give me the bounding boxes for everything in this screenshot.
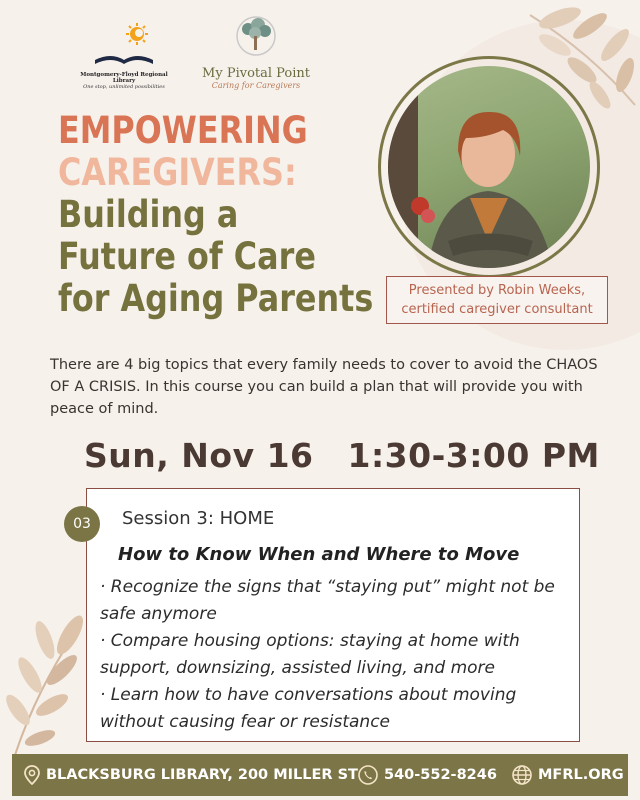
event-datetime (84, 436, 600, 475)
bullet-item: · Learn how to have conversations about moving without causing fear or resistance (100, 685, 517, 732)
bullet-item: · Recognize the signs that “staying put” might not be safe anymore (100, 577, 555, 624)
library-tagline: One stop, unlimited possibilities (83, 84, 165, 90)
session-heading: How to Know When and Where to Move (118, 544, 520, 565)
session-label: Session 3: HOME (122, 508, 275, 529)
presenter-credit (386, 276, 608, 324)
title-line-5: for Aging Parents (58, 277, 374, 320)
session-bullet-list (100, 574, 570, 736)
event-date: Sun, Nov 16 (84, 436, 314, 475)
book-sun-icon (89, 22, 159, 66)
library-name: Montgomery-Floyd Regional Library (80, 72, 168, 84)
footer-website-text: MFRL.ORG (538, 767, 624, 783)
title-line-2: CAREGIVERS: (58, 151, 297, 194)
event-time: 1:30-3:00 PM (347, 436, 600, 475)
pivotal-point-logo (200, 14, 312, 90)
map-pin-icon (24, 765, 40, 785)
footer-phone[interactable] (358, 754, 497, 796)
event-title (58, 110, 425, 320)
title-line-1: EMPOWERING (58, 109, 308, 152)
intro-text: There are 4 big topics that every family needs to cover to avoid the CHAOS OF A CRISIS. In this course you can build a plan that will provide you with peace of mind. (50, 357, 598, 417)
footer-website[interactable] (512, 754, 624, 796)
footer-location[interactable] (24, 754, 358, 796)
library-logo (74, 22, 174, 90)
bullet-item: · Compare housing options: staying at home with support, downsizing, assisted living, and more (100, 631, 520, 678)
footer-phone-text: 540-552-8246 (384, 767, 497, 783)
footer-bar (12, 754, 628, 796)
globe-icon (512, 765, 532, 785)
pivotal-point-name: My Pivotal Point (202, 66, 310, 81)
presenter-illustration (388, 66, 590, 268)
tree-icon (233, 14, 279, 60)
phone-icon (358, 765, 378, 785)
title-line-3: Building a (58, 193, 239, 236)
session-number-badge: 03 (64, 506, 100, 542)
footer-location-text: BLACKSBURG LIBRARY, 200 MILLER ST (46, 767, 358, 783)
presenter-line-2: certified caregiver consultant (401, 302, 593, 317)
presenter-photo (388, 66, 590, 268)
presenter-line-1: Presented by Robin Weeks, (408, 283, 586, 298)
title-line-4: Future of Care (58, 235, 316, 278)
pivotal-point-tagline: Caring for Caregivers (211, 81, 301, 90)
